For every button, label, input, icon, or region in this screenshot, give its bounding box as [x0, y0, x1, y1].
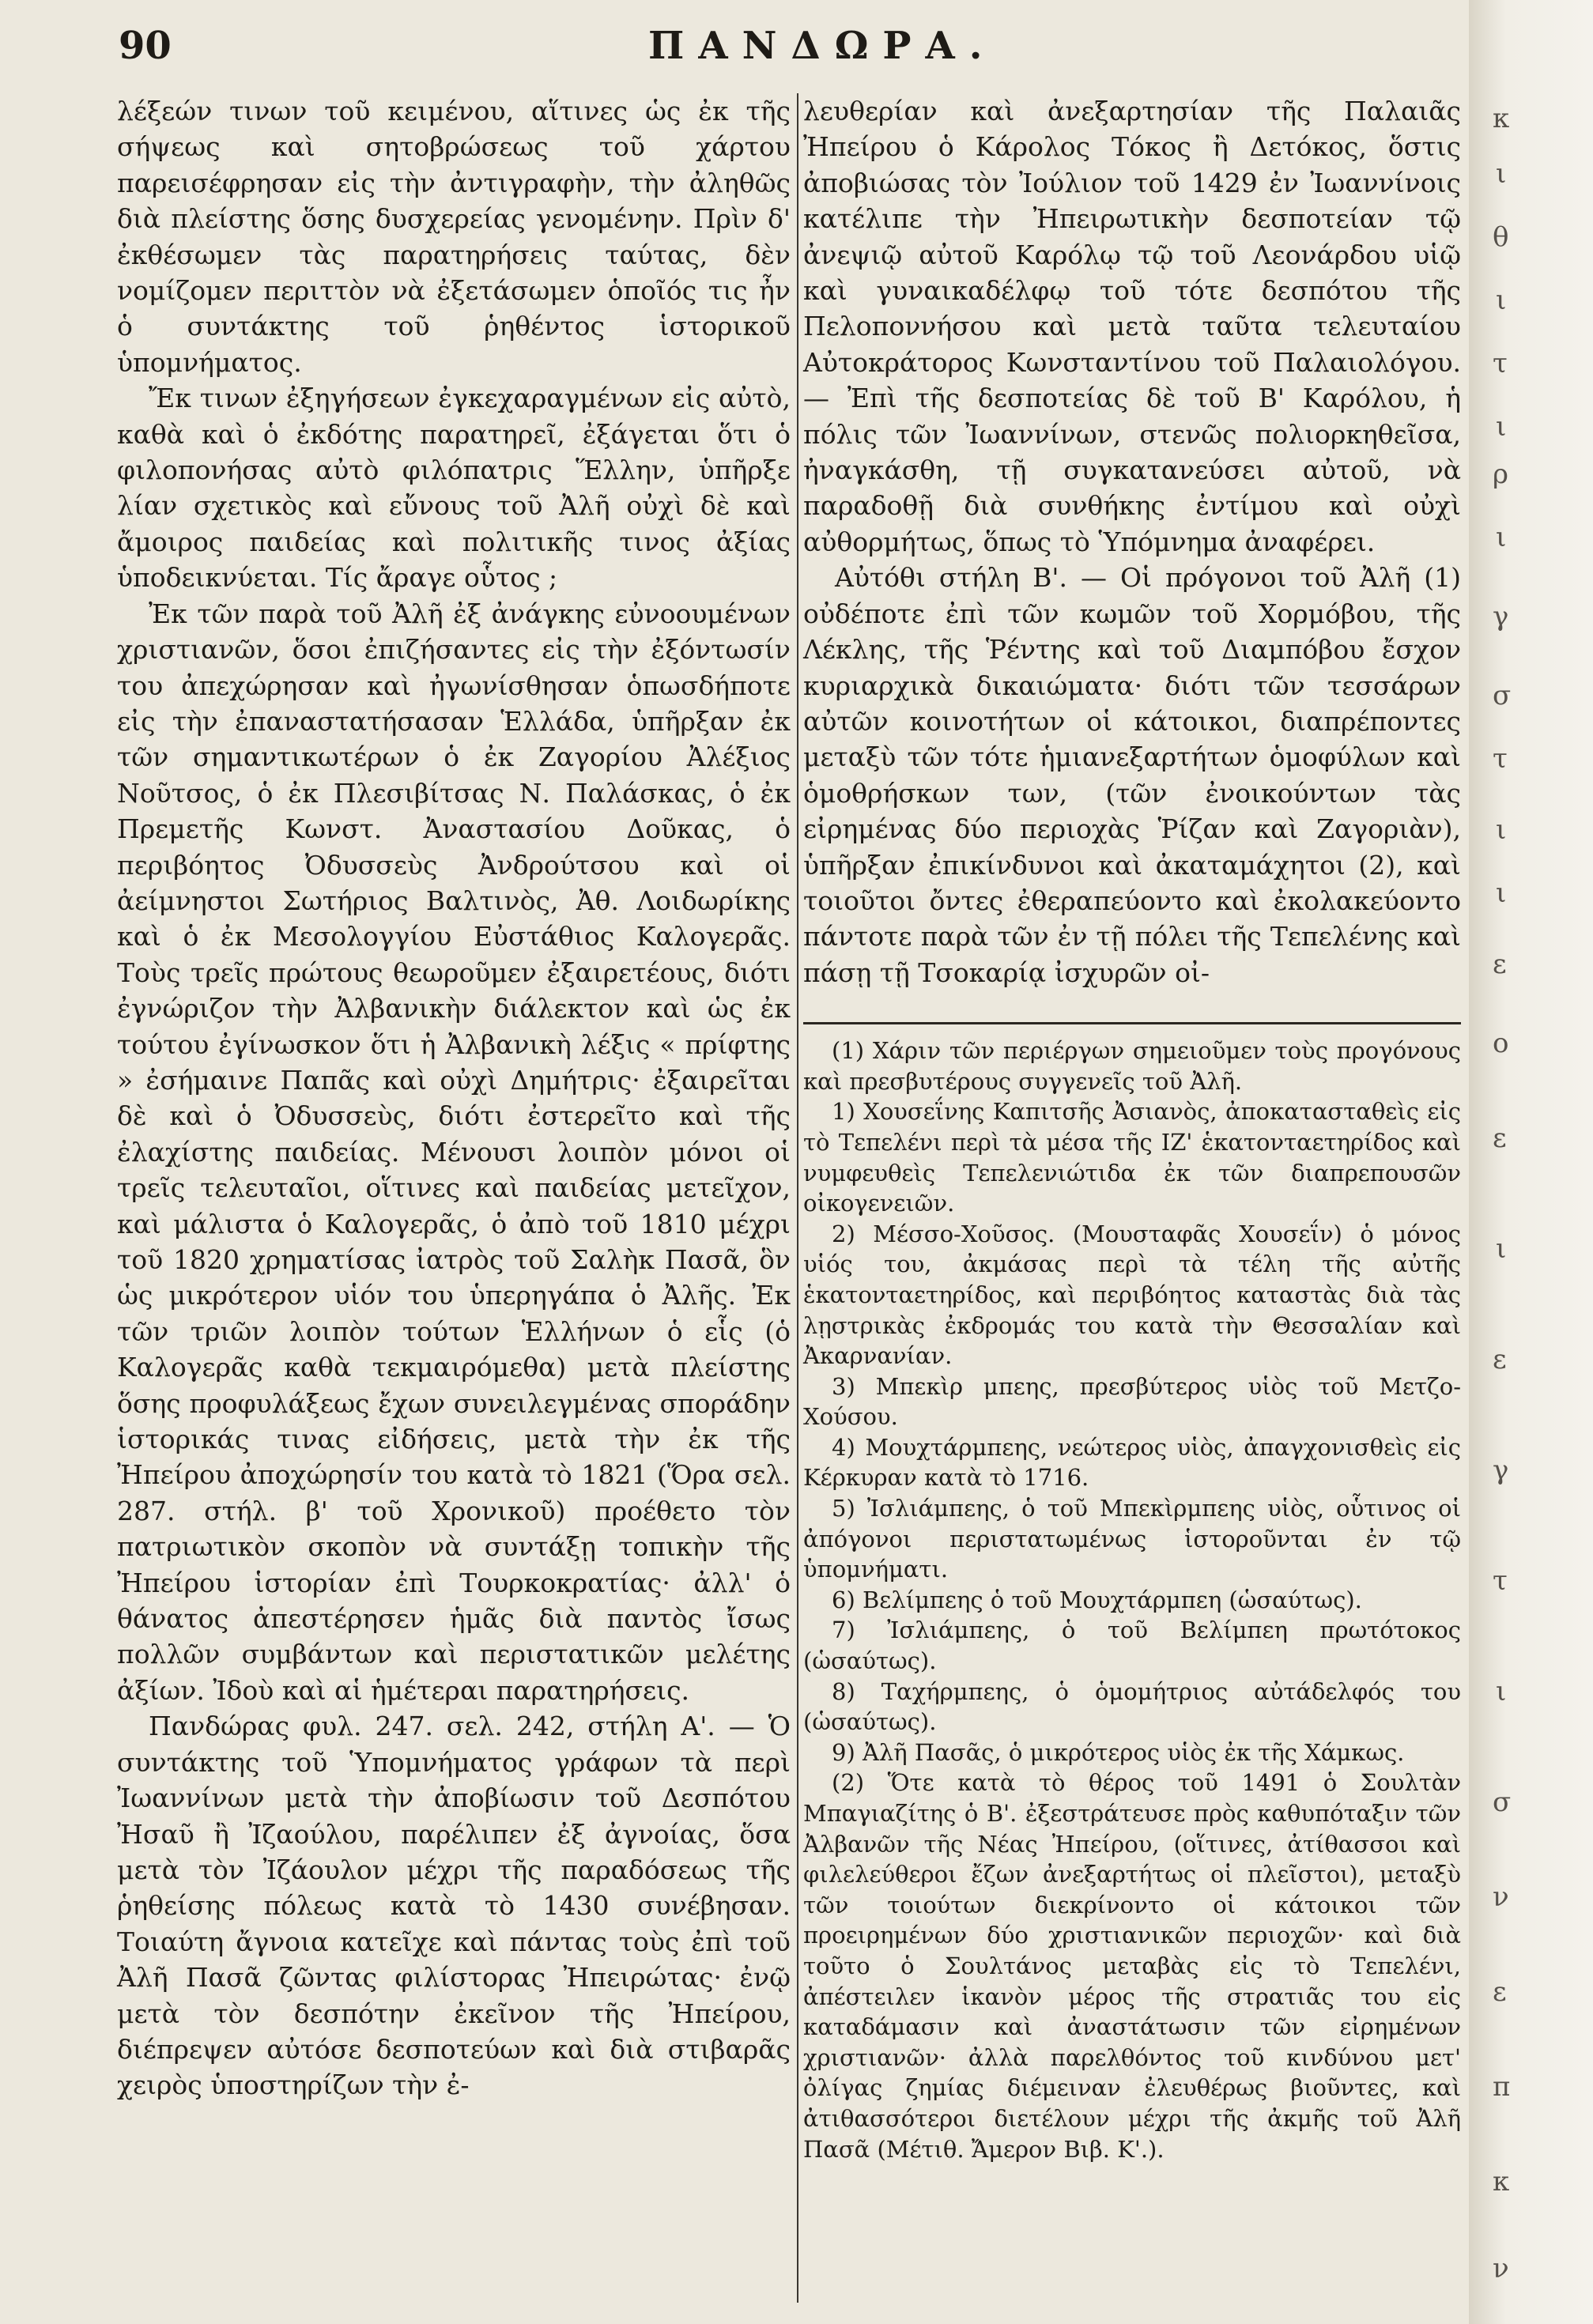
footnote-ancestor-5: 5) Ἰσλιάμπεης, ὁ τοῦ Μπεκὶρμπεης υἱὸς, οὗτινος οἱ ἀπόγονοι περιστατωμένως ἱστοροῦνται ἐν τῷ ὑπομνήματι. [803, 1495, 1461, 1583]
margin-fragment: ν [1493, 1881, 1509, 1913]
margin-fragment: ι [1496, 1676, 1507, 1707]
margin-fragment: ι [1496, 158, 1507, 190]
footnote-rule [803, 1022, 1461, 1024]
margin-fragment: σ [1493, 1786, 1512, 1818]
margin-fragment: θ [1493, 221, 1509, 253]
margin-fragment: γ [1493, 1454, 1509, 1486]
footnote-ancestor-8: 8) Ταχήρμπεης, ὁ ὁμομήτριος αὐτάδελφός του (ὡσαύτως). [803, 1677, 1461, 1736]
left-column [117, 93, 791, 2103]
margin-fragment: ο [1493, 1028, 1509, 1059]
margin-fragment: τ [1493, 743, 1508, 775]
margin-fragment: κ [1493, 2166, 1510, 2198]
footnote-1: (1) Χάριν τῶν περιέργων σημειοῦμεν τοὺς προγόνους καὶ πρεσβυτέρους συγγενεῖς τοῦ Ἀλῆ. [803, 1037, 1461, 1095]
left-paragraph-3: Ἐκ τῶν παρὰ τοῦ Ἀλῆ ἐξ ἀνάγκης εὐνοουμένων χριστιανῶν, ὅσοι ἐπιζήσαντες εἰς τὴν ἐξόντωσίν του ἀπεχώρησαν καὶ ἠγωνίσθησαν ὁπωσδήποτε εἰς τὴν ἐπαναστατήσασαν Ἑλλάδα, ὑπῆρξαν ἐκ τῶν σημαντικωτέρων ὁ ἐκ Ζαγορίου Ἀλέξιος Νοῦτσος, ὁ ἐκ Πλεσιβίτσας Ν. Παλάσκας, ὁ ἐκ Πρεμετῆς Κωνστ. Ἀναστασίου Δοῦκας, ὁ περιβόητος Ὀδυσσεὺς Ἀνδρούτσου καὶ οἱ ἀείμνηστοι Σωτήριος Βαλτινὸς, Ἀθ. Λοιδωρίκης καὶ ὁ ἐκ Μεσολογγίου Εὐστάθιος Καλογερᾶς. Τοὺς τρεῖς πρώτους θεωροῦμεν ἐξαιρετέους, διότι ἐγνώριζον τὴν Ἀλβανικὴν διάλεκτον καὶ ὡς ἐκ τούτου ἐγίνωσκον ὅτι ἡ Ἀλβανικὴ λέξις « πρίφτης » ἐσήμαινε Παπᾶς καὶ οὐχὶ Δημήτρις· ἐξαιρεῖται δὲ καὶ ὁ Ὀδυσσεὺς, διότι ἐστερεῖτο καὶ τῆς ἐλαχίστης παιδείας. Μένουσι λοιπὸν μόνοι οἱ τρεῖς τελευταῖοι, οἵτινες καὶ παιδείας μετεῖχον, καὶ μάλιστα ὁ Καλογερᾶς, ὁ ἀπὸ τοῦ 1810 μέχρι τοῦ 1820 χρηματίσας ἰατρὸς τοῦ Σαλὴκ Πασᾶ, ὃν ὡς μικρότερον υἱόν του ὑπερηγάπα ὁ Ἀλῆς. Ἐκ τῶν τριῶν λοιπὸν τούτων Ἑλλήνων ὁ εἷς (ὁ Καλογερᾶς καθὰ τεκμαιρόμεθα) μετὰ πλείστης ὅσης προφυλάξεως ἔχων συνειλεγμένας σποράδην ἱστορικάς τινας εἰδήσεις, μετὰ τὴν ἐκ τῆς Ἠπείρου ἀποχώρησίν του κατὰ τὸ 1821 (Ὅρα σελ. 287. στήλ. β' τοῦ Χρονικοῦ) προέθετο τὸν πατριωτικὸν σκοπὸν νὰ συντάξῃ τοπικὴν τῆς Ἠπείρου ἱστορίαν ἐπὶ Τουρκοκρατίας· ἀλλ' ὁ θάνατος ἀπεστέρησεν ἡμᾶς διὰ παντὸς ἴσως πολλῶν συμβάντων καὶ περιστατικῶν μελέτης ἀξίων. Ἰδοὺ καὶ αἱ ἡμέτεραι παρατηρήσεις. [117, 598, 791, 1706]
margin-fragment: ε [1493, 1344, 1507, 1375]
right-paragraph-1: λευθερίαν καὶ ἀνεξαρτησίαν τῆς Παλαιᾶς Ἠπείρου ὁ Κάρολος Τόκος ἢ Δετόκος, ὅστις ἀποβιώσας τὸν Ἰούλιον τοῦ 1429 ἐν Ἰωαννίνοις κατέλιπε τὴν Ἠπειρωτικὴν δεσποτείαν τῷ ἀνεψιῷ αὐτοῦ Καρόλῳ τῷ τοῦ Λεονάρδου υἱῷ καὶ γυναικαδέλφῳ τοῦ τότε δεσπότου τῆς Πελοποννήσου καὶ μετὰ ταῦτα τελευταίου Αὐτοκράτορος Κωνσταντίνου τοῦ Παλαιολόγου. — Ἐπὶ τῆς δεσποτείας δὲ τοῦ Β' Καρόλου, ἡ πόλις τῶν Ἰωαννίνων, στενῶς πολιορκηθεῖσα, ἠναγκάσθη, τῇ συγκατανεύσει αὐτοῦ, νὰ παραδοθῇ διὰ συνθήκης ἐντίμου καὶ οὐχὶ αὐθορμήτως, ὅπως τὸ Ὑπόμνημα ἀναφέρει. [803, 96, 1461, 557]
footnote-ancestor-1: 1) Χουσεΐνης Καπιτσῆς Ἀσιανὸς, ἀποκατασταθεὶς εἰς τὸ Τεπελένι περὶ τὰ μέσα τῆς ΙΖ' ἑκατονταετηρίδος καὶ νυμφευθεὶς Τεπελενιώτιδα ἐκ τῶν διαπρεπουσῶν οἰκογενειῶν. [803, 1098, 1461, 1217]
margin-fragment: ε [1493, 1122, 1507, 1154]
margin-fragment: ε [1493, 1976, 1507, 2008]
left-paragraph-1: λέξεών τινων τοῦ κειμένου, αἵτινες ὡς ἐκ τῆς σήψεως καὶ σητοβρώσεως τοῦ χάρτου παρεισέφρησαν εἰς τὴν ἀντιγραφὴν, τὴν ἀληθῶς διὰ πλείστης ὅσης δυσχερείας γενομένην. Πρὶν δ' ἐκθέσωμεν τὰς παρατηρήσεις ταύτας, δὲν νομίζομεν περιττὸν νὰ ἐξετάσωμεν ὁποῖός τις ἦν ὁ συντάκτης τοῦ ῥηθέντος ἱστορικοῦ ὑπομνήματος. [117, 96, 791, 378]
footnote-2: (2) Ὅτε κατὰ τὸ θέρος τοῦ 1491 ὁ Σουλτὰν Μπαγιαζίτης ὁ Β'. ἐξεστράτευσε πρὸς καθυπόταξιν τῶν Ἀλβανῶν τῆς Νέας Ἠπείρου, (οἵτινες, ἀτίθασσοι καὶ φιλελεύθεροι ἔζων ἀνεξαρτήτως οἱ πλεῖστοι), μεταξὺ τῶν τοιούτων διεκρίνοντο οἱ κάτοικοι τῶν προειρημένων δύο χριστιανικῶν περιοχῶν· καὶ διὰ τοῦτο ὁ Σουλτάνος μεταβὰς εἰς τὸ Τεπελένι, ἀπέστειλεν ἱκανὸν μέρος τῆς στρατιᾶς του εἰς καταδάμασιν καὶ ἀναστάτωσιν τῶν εἰρημένων χριστιανῶν· ἀλλὰ παρελθόντος τοῦ κινδύνου μετ' ὀλίγας ζημίας διέμειναν ἐλευθέρως βιοῦντες, καὶ ἀτιθασσότεροι διετέλουν μέχρι τῆς ἀκμῆς τοῦ Ἀλῆ Πασᾶ (Μέτιθ. Ἄμερον Βιβ. Κ'.). [803, 1769, 1461, 2163]
margin-fragment: γ [1493, 601, 1509, 632]
margin-fragment: ι [1496, 285, 1507, 316]
page-number: 90 [119, 24, 172, 68]
footnote-ancestor-7: 7) Ἰσλιάμπεης, ὁ τοῦ Βελίμπεη πρωτότοκος (ὡσαύτως). [803, 1617, 1461, 1675]
margin-fragment: ι [1496, 522, 1507, 553]
margin-fragment: ι [1496, 877, 1507, 909]
footnote-ancestor-9: 9) Ἀλῆ Πασᾶς, ὁ μικρότερος υἱὸς ἐκ τῆς Χάμκως. [832, 1738, 1405, 1766]
margin-fragment: ι [1496, 814, 1507, 846]
left-paragraph-2: Ἔκ τινων ἐξηγήσεων ἐγκεχαραγμένων εἰς αὐτὸ, καθὰ καὶ ὁ ἐκδότης παρατηρεῖ, ἐξάγεται ὅτι ὁ φιλοπονήσας αὐτὸ φιλόπατρις Ἕλλην, ὑπῆρξε λίαν σχετικὸς καὶ εὔνους τοῦ Ἀλῆ οὐχὶ δὲ καὶ ἄμοιρος παιδείας καὶ πολιτικῆς τινος ἀξίας ὑποδεικνύεται. Τίς ἄραγε οὗτος ; [117, 383, 791, 594]
margin-fragment: ι [1496, 411, 1507, 443]
footnote-ancestor-2: 2) Μέσσο-Χοῦσος. (Μουσταφᾶς Χουσεΐν) ὁ μόνος υἱός του, ἀκμάσας περὶ τὰ τέλη τῆς αὐτῆς ἑκατονταετηρίδος, καὶ περιβόητος καταστὰς διὰ τὰς λῃστρικὰς ἐκδρομάς του κατὰ τὴν Θεσσαλίαν καὶ Ἀκαρνανίαν. [803, 1220, 1461, 1370]
margin-fragment: ι [1496, 1233, 1507, 1265]
facing-page-edge [1469, 0, 1593, 2324]
right-paragraph-2: Αὐτόθι στήλη Β'. — Οἱ πρόγονοι τοῦ Ἀλῆ (1) οὐδέποτε ἐπὶ τῶν κωμῶν τοῦ Χορμόβου, τῆς Λέκλης, τῆς Ῥέντης καὶ τοῦ Διαμπόβου ἔσχον κυριαρχικὰ δικαιώματα· διότι τῶν τεσσάρων αὐτῶν κοινοτήτων οἱ κάτοικοι, διαπρέποντες μεταξὺ τῶν τότε ἡμιανεξαρτήτων ὁμοφύλων καὶ ὁμοθρήσκων των, (τῶν ἐνοικούντων τὰς εἰρημένας δύο περιοχὰς Ῥίζαν καὶ Ζαγοριὰν), ὑπῆρξαν ἐπικίνδυνοι καὶ ἀκαταμάχητοι (2), καὶ τοιοῦτοι ὄντες ἐθεραπεύοντο καὶ ἐκολακεύοντο πάντοτε παρὰ τῶν ἐν τῇ πόλει τῆς Τεπελένης καὶ πάσῃ τῇ Τσοκαρίᾳ ἰσχυρῶν οἰ- [803, 562, 1461, 988]
margin-fragment: σ [1493, 680, 1512, 711]
margin-fragment: τ [1493, 1565, 1508, 1597]
footnote-ancestor-6: 6) Βελίμπεης ὁ τοῦ Μουχτάρμπεη (ὡσαύτως). [832, 1586, 1362, 1613]
margin-fragment: ε [1493, 949, 1507, 980]
column-divider [797, 93, 798, 2303]
footnote-ancestor-4: 4) Μουχτάρμπεης, νεώτερος υἱὸς, ἀπαγχονισθεὶς εἰς Κέρκυραν κατὰ τὸ 1716. [803, 1433, 1461, 1492]
margin-fragment: ρ [1493, 458, 1508, 490]
margin-fragment: π [1493, 2071, 1511, 2103]
right-column [803, 93, 1461, 2164]
margin-fragment: τ [1493, 348, 1508, 379]
footnote-ancestor-3: 3) Μπεκὶρ μπεης, πρεσβύτερος υἱὸς τοῦ Μετζο-Χούσου. [803, 1372, 1461, 1431]
left-paragraph-4: Πανδώρας φυλ. 247. σελ. 242, στήλη Α'. — Ὁ συντάκτης τοῦ Ὑπομνήματος γράφων τὰ περὶ Ἰωαννίνων μετὰ τὴν ἀποβίωσιν τοῦ Δεσπότου Ἠσαῦ ἢ Ἰζαούλου, παρέλιπεν ἐξ ἀγνοίας, ὅσα μετὰ τὸν Ἰζάουλον μέχρι τῆς παραδόσεως τῆς ῥηθείσης πόλεως κατὰ τὸ 1430 συνέβησαν. Τοιαύτη ἄγνοια κατεῖχε καὶ πάντας τοὺς ἐπὶ τοῦ Ἀλῆ Πασᾶ ζῶντας φιλίστορας Ἠπειρώτας· ἐνῷ μετὰ τὸν δεσπότην ἐκεῖνον τῆς Ἠπείρου, διέπρεψεν αὐτόσε δεσποτεύων καὶ διὰ στιβαρᾶς χειρὸς ὑποστηρίζων τὴν ἐ- [117, 1711, 791, 2101]
margin-fragment: ν [1493, 2253, 1509, 2284]
running-head: ΠΑΝΔΩΡΑ. [648, 24, 997, 68]
margin-fragment: κ [1493, 103, 1510, 134]
